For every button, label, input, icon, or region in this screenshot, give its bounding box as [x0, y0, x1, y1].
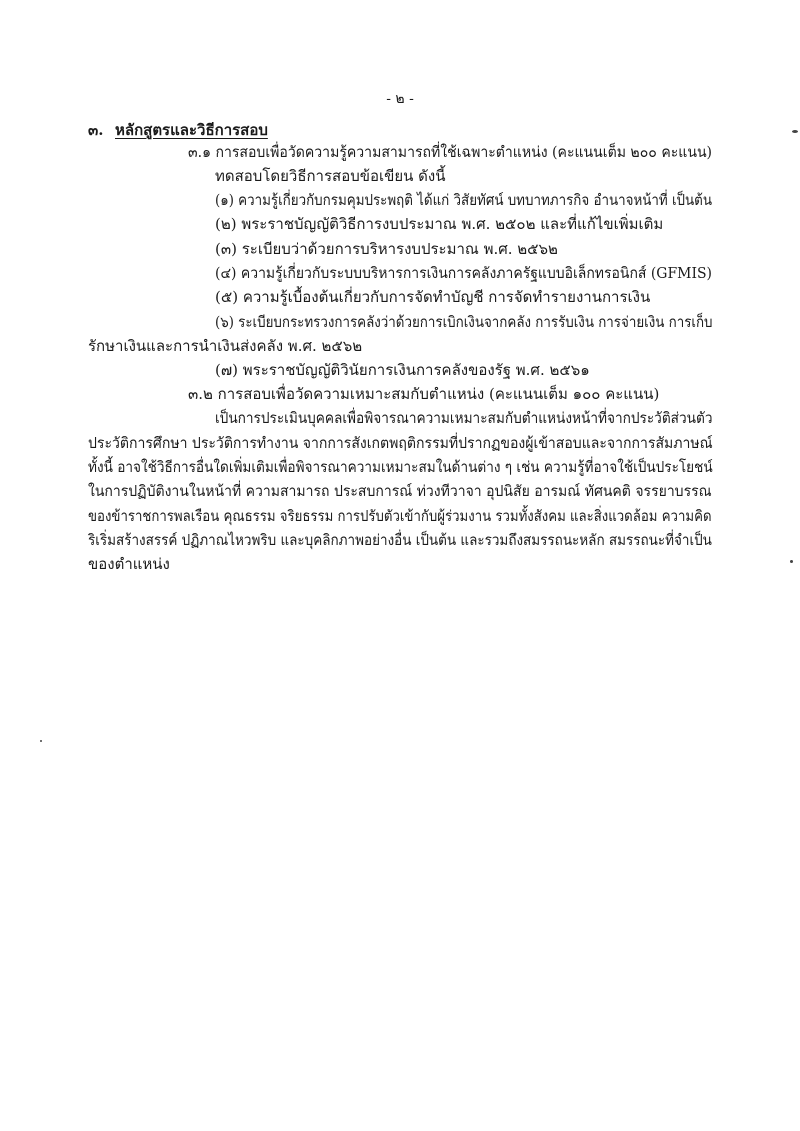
- part1-item: (๗) พระราชบัญญัติวินัยการเงินการคลังของรัฐ พ.ศ. ๒๕๖๑: [215, 361, 590, 379]
- part1-intro: ทดสอบโดยวิธีการสอบข้อเขียน ดังนี้: [215, 167, 446, 185]
- section-number: ๓.: [88, 121, 104, 139]
- part2-paragraph-line: ริเริ่มสร้างสรรค์ ปฏิภาณไหวพริบ และบุคลิกภาพอย่างอื่น เป็นต้น และรวมถึงสมรรถนะหลัก สมรรถนะที่จำเป็น: [88, 531, 712, 549]
- page-number: - ๒ -: [386, 91, 414, 107]
- part1-item: (๕) ความรู้เบื้องต้นเกี่ยวกับการจัดทำบัญชี การจัดทำรายงานการเงิน: [215, 288, 651, 306]
- part1-heading: ๓.๑ การสอบเพื่อวัดความรู้ความสามารถที่ใช้เฉพาะตำแหน่ง (คะแนนเต็ม ๒๐๐ คะแนน): [188, 143, 713, 161]
- part2-paragraph-line: เป็นการประเมินบุคคลเพื่อพิจารณาความเหมาะสมกับตำแหน่งหน้าที่จากประวัติส่วนตัว: [215, 409, 713, 427]
- part1-item: (๔) ความรู้เกี่ยวกับระบบบริหารการเงินการคลังภาครัฐแบบอิเล็กทรอนิกส์ (GFMIS): [215, 264, 712, 282]
- part1-item: (๖) ระเบียบกระทรวงการคลังว่าด้วยการเบิกเงินจากคลัง การรับเงิน การจ่ายเงิน การเก็บ: [215, 313, 713, 331]
- part1-item: (๑) ความรู้เกี่ยวกับกรมคุมประพฤติ ได้แก่ วิสัยทัศน์ บทบาทภารกิจ อำนาจหน้าที่ เป็นต้น: [215, 191, 712, 209]
- part1-item: (๓) ระเบียบว่าด้วยการบริหารงบประมาณ พ.ศ. ๒๕๖๒: [215, 240, 558, 258]
- part2-paragraph-line: ในการปฏิบัติงานในหน้าที่ ความสามารถ ประสบการณ์ ท่วงทีวาจา อุปนิสัย อารมณ์ ทัศนคติ จรรยาบรรณ: [88, 482, 712, 500]
- part2-paragraph-line: ประวัติการศึกษา ประวัติการทำงาน จากการสังเกตพฤติกรรมที่ปรากฏของผู้เข้าสอบและจากการสัมภาษณ์: [88, 434, 713, 452]
- scan-speck: [790, 560, 793, 563]
- part2-paragraph-line: ของตำแหน่ง: [88, 555, 170, 573]
- part2-heading: ๓.๒ การสอบเพื่อวัดความเหมาะสมกับตำแหน่ง (คะแนนเต็ม ๑๐๐ คะแนน): [188, 385, 660, 403]
- scan-speck: [40, 740, 42, 742]
- part2-paragraph-line: ของข้าราชการพลเรือน คุณธรรม จริยธรรม การปรับตัวเข้ากับผู้ร่วมงาน รวมทั้งสังคม และสิ่งแวดล้อม ความคิด: [88, 507, 712, 525]
- part1-item: (๒) พระราชบัญญัติวิธีการงบประมาณ พ.ศ. ๒๕๐๒ และที่แก้ไขเพิ่มเติม: [215, 215, 664, 233]
- part1-item-continuation: รักษาเงินและการนำเงินส่งคลัง พ.ศ. ๒๕๖๒: [88, 337, 363, 355]
- part2-paragraph-line: ทั้งนี้ อาจใช้วิธีการอื่นใดเพิ่มเติมเพื่อพิจารณาความเหมาะสมในด้านต่าง ๆ เช่น ความรู้ที่อาจใช้เป็นประโยชน์: [88, 458, 713, 476]
- section-title: หลักสูตรและวิธีการสอบ: [115, 121, 268, 139]
- scan-speck: [792, 130, 798, 133]
